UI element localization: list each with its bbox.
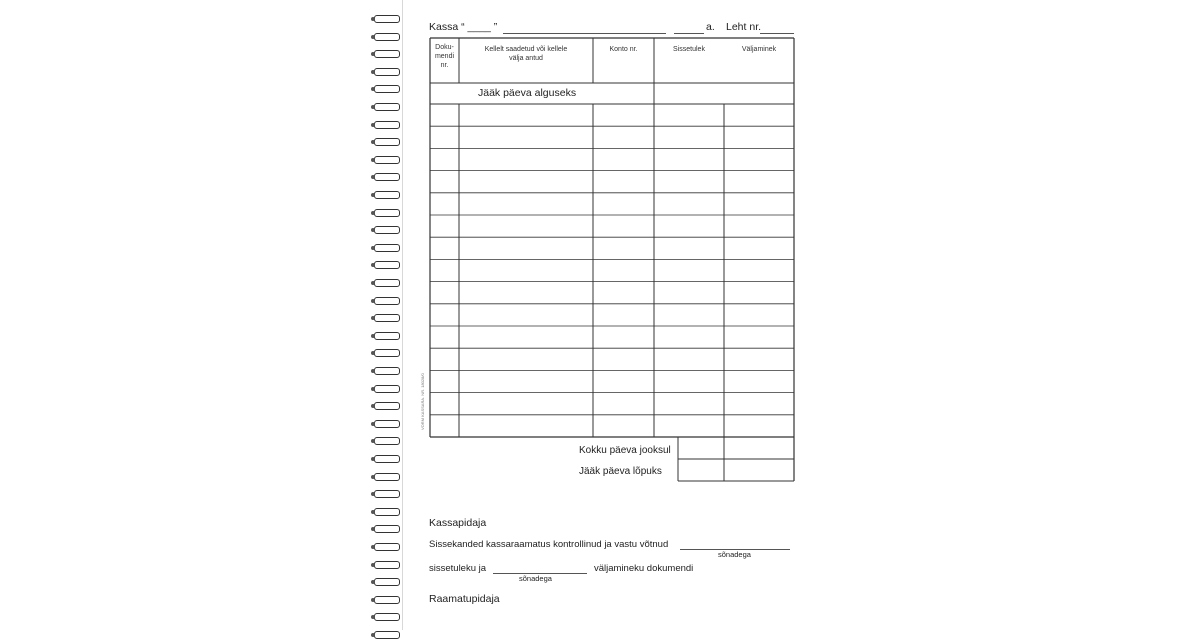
expense-docs-text: väljamineku dokumendi bbox=[594, 563, 694, 574]
column-header-from-to bbox=[459, 45, 593, 63]
total-during-day-label: Kokku päeva jooksul bbox=[579, 445, 671, 456]
income-docs-text: sissetuleku ja bbox=[429, 563, 487, 574]
printer-mark: VORM KASSARA. NR. 18028/0 bbox=[420, 373, 425, 430]
coil-hole bbox=[371, 633, 375, 637]
coil-wire bbox=[374, 631, 400, 639]
column-header-income: Sissetulek bbox=[673, 46, 705, 53]
column-header-document-nr-line3: nr. bbox=[440, 62, 449, 69]
column-header-from-to-line1: Kellelt saadetud või kellele bbox=[484, 46, 568, 53]
year-suffix-label: a. bbox=[706, 21, 715, 33]
column-header-from-to-line2: välja antud bbox=[509, 55, 543, 62]
column-header-account-nr: Konto nr. bbox=[609, 46, 638, 53]
column-header-document-nr-line2: mendi bbox=[434, 53, 455, 60]
page-number-label: Leht nr. bbox=[726, 21, 762, 33]
in-words-hint-1: sõnadega bbox=[718, 550, 751, 559]
kassa-label: Kassa “ ____ ” bbox=[429, 21, 498, 33]
closing-balance-label: Jääk päeva lõpuks bbox=[579, 466, 662, 477]
in-words-hint-2: sõnadega bbox=[519, 574, 552, 583]
cashier-label: Kassapidaja bbox=[429, 517, 487, 529]
column-header-document-nr-line1: Doku- bbox=[435, 44, 454, 51]
verification-text: Sissekanded kassaraamatus kontrollinud ja vastu võtnud bbox=[429, 539, 669, 550]
accountant-label: Raamatupidaja bbox=[429, 593, 500, 605]
spiral-coil bbox=[364, 628, 404, 642]
column-header-expense: Väljaminek bbox=[741, 46, 777, 53]
opening-balance-label: Jääk päeva alguseks bbox=[478, 87, 577, 99]
column-header-document-nr bbox=[430, 43, 459, 70]
